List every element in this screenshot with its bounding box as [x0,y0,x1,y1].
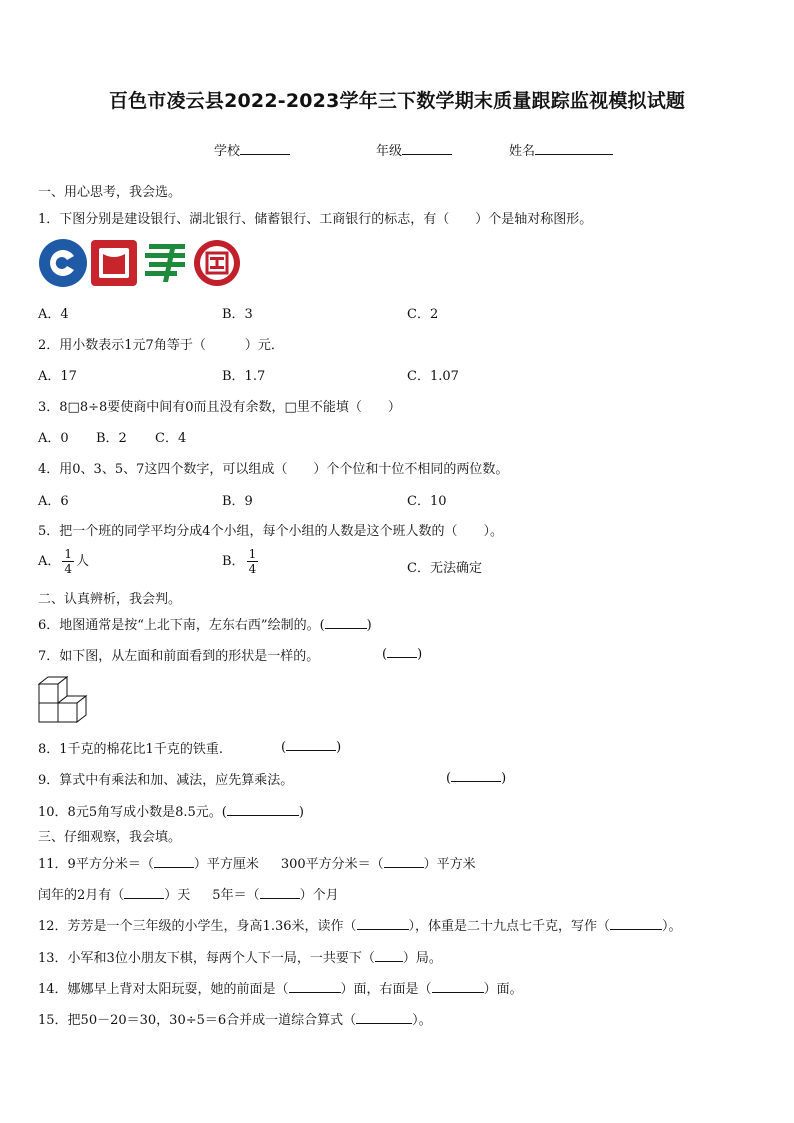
q12-text-2: ），体重是二十九点七千克，写作（ [408,919,611,934]
q13-text-2: ）局。 [402,951,442,966]
q5-b-numerator: 1 [248,547,257,561]
cube-figure-icon [38,676,88,724]
q12-blank-1[interactable] [357,917,409,930]
q6-text: 6．地图通常是按“上北下南，左东右西”绘制的。( [38,618,325,633]
school-label: 学校 [214,144,241,159]
question-3: 3．8□8÷8要使商中间有0而且没有余数，□里不能填（ ） [38,400,401,415]
section-heading-2: 二、认真辨析，我会判。 [38,592,182,607]
question-14 [38,978,523,997]
q11b-blank-1[interactable] [124,886,164,899]
q2-option-a[interactable]: A．17 [38,369,77,384]
q7-text: 7．如下图，从左面和前面看到的形状是一样的。 [38,649,320,664]
icbc-logo-icon [192,238,242,288]
name-blank[interactable] [535,142,613,155]
q11a-blank-2[interactable] [384,855,424,868]
q7-answer [382,645,422,662]
section-heading-1: 一、用心思考，我会选。 [38,185,182,200]
section-heading-3: 三、仔细观察，我会填。 [38,830,182,845]
q5-b-fraction [247,547,259,576]
q11b-text-1: 闰年的2月有（ [38,888,125,903]
grade-label: 年级 [376,144,403,159]
q5-b-denominator: 4 [248,562,257,576]
q5-option-b[interactable] [222,547,260,576]
q11a-text-4: ）平方米 [423,857,476,872]
question-7 [38,645,319,664]
q4-option-b[interactable]: B．9 [222,494,253,509]
q11a-text-3: 300平方分米＝（ [280,857,384,872]
q14-blank-1[interactable] [289,980,341,993]
q10-answer-blank[interactable] [227,803,299,816]
question-11-line-2 [38,884,339,903]
q11b-blank-2[interactable] [260,886,300,899]
postal-savings-logo-icon [141,238,191,288]
school-field [214,140,290,159]
question-13 [38,947,442,966]
q4-option-a[interactable]: A．6 [38,494,69,509]
q15-blank[interactable] [356,1011,412,1024]
q6-answer-blank[interactable] [325,616,367,629]
q12-blank-2[interactable] [610,917,662,930]
q5-b-prefix: B． [222,554,245,569]
q1-option-b[interactable]: B．3 [222,307,253,322]
question-11-line-1 [38,853,476,872]
name-label: 姓名 [509,144,536,159]
q14-blank-2[interactable] [432,980,484,993]
q3-option-b[interactable]: B．2 [96,431,127,446]
q14-text-3: ）面。 [483,982,523,997]
grade-field [376,140,452,159]
q5-option-a[interactable] [38,547,89,576]
q2-option-b[interactable]: B．1.7 [222,369,266,384]
q7-answer-blank[interactable] [387,645,417,658]
q8-answer-blank[interactable] [286,738,336,751]
q9-answer-blank[interactable] [451,769,501,782]
q9-paren-open: ( [446,771,452,786]
q4-option-c[interactable]: C．10 [407,494,447,509]
q10-paren-close: ) [298,805,304,820]
q13-text-1: 13．小军和3位小朋友下棋，每两个人下一局，一共要下（ [38,951,375,966]
q6-paren-close: ) [366,618,372,633]
hubei-bank-logo-icon [89,238,139,288]
q12-text-3: ）。 [662,919,682,934]
q14-text-1: 14．娜娜早上背对太阳玩耍，她的前面是（ [38,982,289,997]
q7-paren-close: ) [417,647,423,662]
q5-a-numerator: 1 [64,547,73,561]
q9-paren-close: ) [501,771,507,786]
q5-a-suffix: 人 [76,554,90,569]
q15-text-1: 15．把50－20＝30，30÷5＝6合并成一道综合算式（ [38,1013,357,1028]
q11a-text-1: 11．9平方分米＝（ [38,857,154,872]
q8-answer [281,738,341,755]
q1-option-c[interactable]: C．2 [407,307,439,322]
question-6 [38,614,372,633]
q10-text: 10．8元5角写成小数是8.5元。( [38,805,227,820]
q11a-blank-1[interactable] [154,855,194,868]
school-blank[interactable] [240,142,290,155]
q15-text-2: ）。 [412,1013,432,1028]
q3-option-c[interactable]: C．4 [155,431,187,446]
q7-paren-open: ( [382,647,388,662]
q3-option-a[interactable]: A．0 [38,431,69,446]
question-8: 8．1千克的棉花比1千克的铁重. [38,742,223,757]
question-5: 5．把一个班的同学平均分成4个小组，每个小组的人数是这个班人数的（ ）。 [38,524,504,539]
question-4: 4．用0、3、5、7这四个数字，可以组成（ ）个个位和十位不相同的两位数。 [38,462,509,477]
q5-option-c[interactable]: C．无法确定 [407,561,482,576]
q9-answer [446,769,506,786]
question-9: 9．算式中有乘法和加、减法，应先算乘法。 [38,773,294,788]
q2-option-c[interactable]: C．1.07 [407,369,459,384]
question-12 [38,915,682,934]
grade-blank[interactable] [402,142,452,155]
q1-option-a[interactable]: A．4 [38,307,69,322]
question-10 [38,801,304,820]
question-2: 2．用小数表示1元7角等于（ ）元． [38,338,284,353]
page-title: 百色市凌云县2022-2023学年三下数学期末质量跟踪监视模拟试题 [108,90,686,112]
question-1: 1．下图分别是建设银行、湖北银行、储蓄银行、工商银行的标志，有（ ）个是轴对称图形。 [38,212,593,227]
q5-a-fraction [62,547,74,576]
q5-a-denominator: 4 [64,562,73,576]
construction-bank-logo-icon [38,238,88,288]
q12-text-1: 12．芳芳是一个三年级的小学生，身高1.36米，读作（ [38,919,357,934]
q11b-text-4: ）个月 [299,888,339,903]
q8-paren-close: ) [336,740,342,755]
q5-a-prefix: A． [38,554,61,569]
q11a-text-2: ）平方厘米 [193,857,259,872]
name-field [509,140,613,159]
q13-blank[interactable] [375,949,403,962]
q11b-text-2: ）天 [164,888,191,903]
q11b-text-3: 5年＝（ [212,888,260,903]
q14-text-2: ）面，右面是（ [340,982,432,997]
question-15 [38,1009,432,1028]
q8-paren-open: ( [281,740,287,755]
